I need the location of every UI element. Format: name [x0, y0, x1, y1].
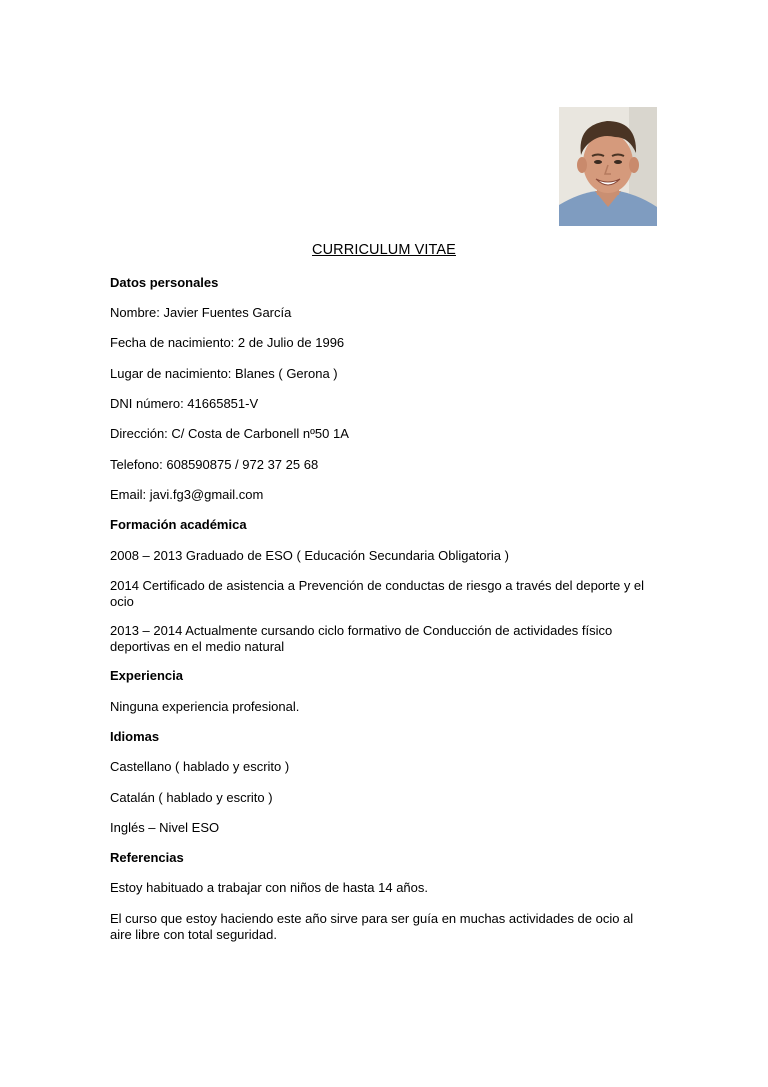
- language-item: Castellano ( hablado y escrito ): [110, 759, 290, 774]
- reference-item: Estoy habituado a trabajar con niños de hasta 14 años.: [110, 880, 428, 895]
- reference-item: El curso que estoy haciendo este año sirve para ser guía en muchas actividades de ocio al aire libre con total seguridad.: [110, 911, 634, 942]
- language-item: Catalán ( hablado y escrito ): [110, 790, 273, 805]
- personal-birthdate: Fecha de nacimiento: 2 de Julio de 1996: [110, 335, 345, 350]
- personal-dni: DNI número: 41665851-V: [110, 396, 259, 411]
- page-title: CURRICULUM VITAE: [312, 242, 456, 258]
- experience-heading: Experiencia: [110, 668, 183, 683]
- profile-photo: [559, 107, 657, 226]
- personal-name: Nombre: Javier Fuentes García: [110, 305, 292, 320]
- experience-text: Ninguna experiencia profesional.: [110, 699, 300, 714]
- references-heading: Referencias: [110, 850, 184, 865]
- language-item: Inglés – Nivel ESO: [110, 820, 220, 835]
- personal-birthplace: Lugar de nacimiento: Blanes ( Gerona ): [110, 366, 338, 381]
- languages-heading: Idiomas: [110, 729, 160, 744]
- personal-address: Dirección: C/ Costa de Carbonell nº50 1A: [110, 426, 349, 441]
- personal-email: Email: javi.fg3@gmail.com: [110, 487, 264, 502]
- education-heading: Formación académica: [110, 517, 247, 532]
- personal-heading: Datos personales: [110, 275, 219, 290]
- education-item: 2013 – 2014 Actualmente cursando ciclo formativo de Conducción de actividades físico deportivas en el medio natural: [110, 623, 613, 654]
- personal-phone: Telefono: 608590875 / 972 37 25 68: [110, 457, 319, 472]
- education-item: 2014 Certificado de asistencia a Prevención de conductas de riesgo a través del deporte y el ocio: [110, 578, 645, 609]
- education-item: 2008 – 2013 Graduado de ESO ( Educación Secundaria Obligatoria ): [110, 548, 509, 563]
